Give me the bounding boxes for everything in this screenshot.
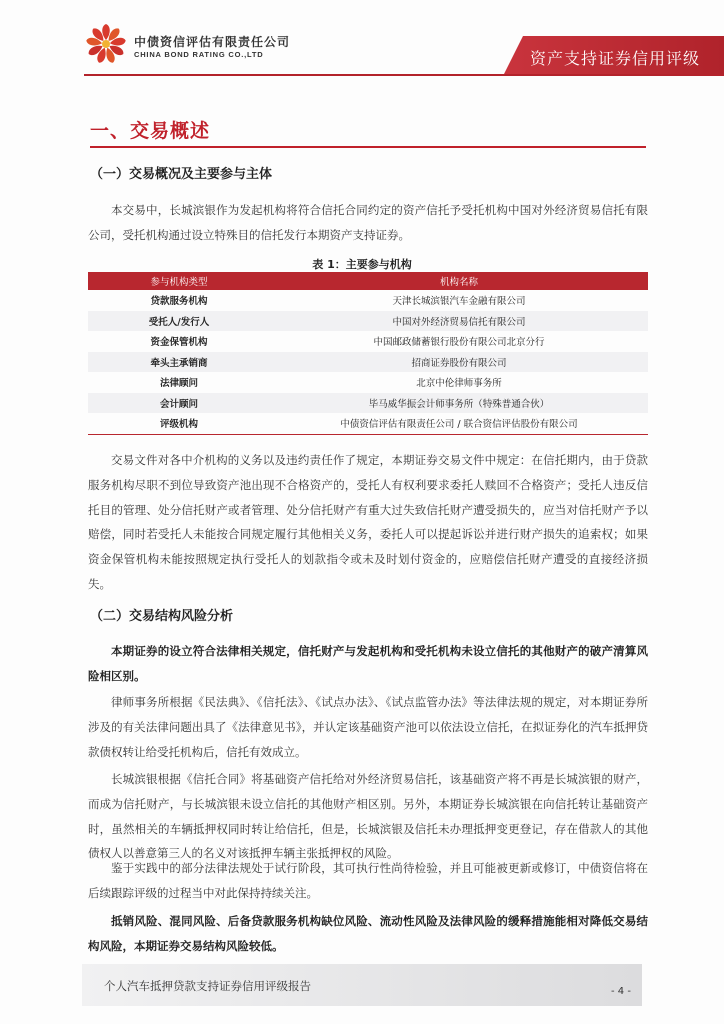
company-name-cn: 中债资信评估有限责任公司	[134, 35, 291, 49]
table-cell-institution: 中债资信评估有限责任公司 / 联合资信评估股份有限公司	[270, 413, 648, 434]
table-cell-role: 牵头主承销商	[88, 352, 270, 373]
header-banner-text: 资产支持证券信用评级	[530, 49, 701, 68]
regulation-monitoring-paragraph: 鉴于实践中的部分法律法规处于试行阶段，其可执行性尚待检验，并且可能被更新或修订，中债资信将在后续跟踪评级的过程当中对此保持持续关注。	[88, 861, 648, 900]
table-cell-institution: 招商证券股份有限公司	[270, 352, 648, 373]
company-name-en: CHINA BOND RATING CO.,LTD	[134, 50, 264, 59]
table-row	[88, 331, 648, 352]
table-row	[88, 413, 648, 434]
section-title-underline	[90, 146, 646, 148]
table-caption: 表 1：主要参与机构	[312, 258, 412, 271]
table-header-row	[88, 272, 648, 290]
table-row	[88, 352, 648, 373]
table-cell-role: 法律顾问	[159, 378, 198, 390]
overview-paragraph: 本交易中，长城滨银作为发起机构将符合信托合同约定的资产信托予受托机构中国对外经济贸易信托有限公司，受托机构通过设立特殊目的信托发行本期资产支持证券。	[88, 203, 648, 242]
table-row	[88, 311, 648, 332]
trust-asset-paragraph: 长城滨银根据《信托合同》将基础资产信托给对外经济贸易信托，该基础资产将不再是长城滨银的财产，而成为信托财产，与长城滨银未设立信托的其他财产相区别。另外，本期证券长城滨银在向信托转让基础资产时，虽然相关的车辆抵押权同时转让给信托，但是，长城滨银及信托未办理抵押变更登记，存在借款人的其他债权人以善意第三人的名义对该抵押车辆主张抵押权的风险。	[88, 772, 648, 861]
table-cell-institution: 毕马威华振会计师事务所（特殊普通合伙）	[270, 393, 648, 414]
table-cell-role: 资金保管机构	[150, 337, 208, 349]
intermediary-duties-paragraph: 交易文件对各中介机构的义务以及违约责任作了规定，本期证券交易文件中规定：在信托期内，由于贷款服务机构尽职不到位导致资产池出现不合格资产的，受托人有权利要求委托人赎回不合格资产；受托人违反信托目的管理、处分信托财产或者管理、处分信托财产有重大过失致信托财产遭受损失的，应当对信托财产予以赔偿，同时若受托人未能按合同规定履行其他相关义务，委托人可以提起诉讼并进行财产损失的追索权；如果资金保管机构未能按照规定执行受托人的划款指令或未及时划付资金的，应赔偿信托财产遭受的直接经济损失。	[88, 453, 648, 591]
legal-opinion-paragraph: 律师事务所根据《民法典》、《信托法》、《试点办法》、《试点监管办法》等法律法规的规定，对本期证券所涉及的有关法律问题出具了《法律意见书》，并认定该基础资产池可以依法设立信托，在拟证券化的汽车抵押贷款债权转让给受托机构后，信托有效成立。	[88, 695, 648, 759]
risk-mitigation-summary: 抵销风险、混同风险、后备贷款服务机构缺位风险、流动性风险及法律风险的缓释措施能相对降低交易结构风险，本期证券交易结构风险较低。	[88, 914, 648, 953]
table-cell-role: 评级机构	[88, 413, 270, 434]
china-bond-rating-logo-icon	[84, 22, 128, 66]
table-cell-role: 会计顾问	[88, 393, 270, 414]
table-cell-institution: 中国邮政储蓄银行股份有限公司北京分行	[373, 337, 545, 349]
table-cell-role: 贷款服务机构	[150, 296, 208, 308]
table-row	[88, 372, 648, 393]
table-cell-role: 受托人/发行人	[88, 311, 270, 332]
table-row	[88, 290, 648, 311]
table-cell-institution: 中国对外经济贸易信托有限公司	[270, 311, 648, 332]
header-divider	[84, 74, 724, 76]
page-number: - 4 -	[611, 986, 631, 997]
subsection-title-structure-risk: （二）交易结构风险分析	[90, 609, 234, 624]
table-cell-institution: 北京中伦律师事务所	[416, 378, 502, 390]
table-row	[88, 393, 648, 414]
footer-report-title: 个人汽车抵押贷款支持证券信用评级报告	[104, 979, 311, 993]
participants-table	[88, 272, 648, 435]
table-header-cell: 参与机构类型	[88, 272, 270, 290]
page-header	[0, 0, 724, 80]
section-title: 一、交易概述	[90, 120, 211, 142]
table-cell-institution: 天津长城滨银汽车金融有限公司	[392, 296, 526, 308]
bankruptcy-isolation-summary: 本期证券的设立符合法律相关规定，信托财产与发起机构和受托机构未设立信托的其他财产的破产清算风险相区别。	[88, 644, 648, 683]
subsection-title-overview: （一）交易概况及主要参与主体	[90, 167, 273, 182]
table-header-cell: 机构名称	[270, 272, 648, 290]
